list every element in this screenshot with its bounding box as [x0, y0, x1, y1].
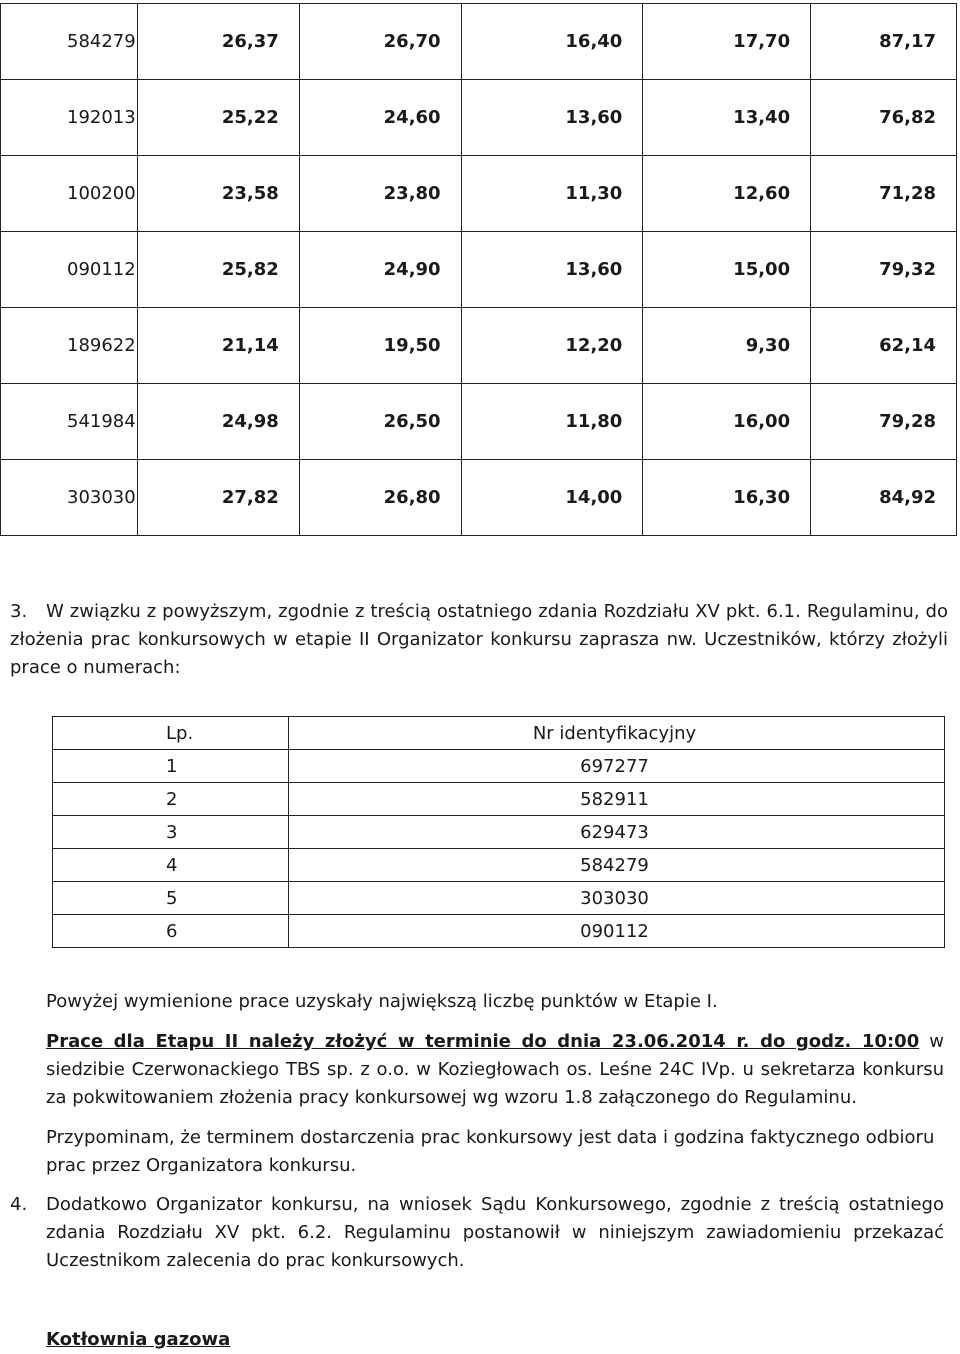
score-cell: 87,17 — [811, 4, 957, 80]
ids-header-lp: Lp. — [53, 717, 289, 750]
id-number-cell: 090112 — [289, 915, 945, 948]
score-cell: 16,00 — [643, 384, 811, 460]
lp-cell: 5 — [53, 882, 289, 915]
score-cell: 13,60 — [461, 232, 643, 308]
score-cell: 79,28 — [811, 384, 957, 460]
score-cell: 12,60 — [643, 156, 811, 232]
score-cell: 16,30 — [643, 460, 811, 536]
prace-rest-text: w siedzibie Czerwonackiego TBS sp. z o.o. w Koziegłowach os. Leśne 24C IVp. u sekretarza konkursu za pokwitowaniem złożenia pracy konkursowej wg wzoru 1.8 załączonego do Regulaminu. — [46, 1031, 944, 1108]
score-cell: 16,40 — [461, 4, 643, 80]
lp-cell: 1 — [53, 750, 289, 783]
lp-cell: 2 — [53, 783, 289, 816]
score-cell: 76,82 — [811, 80, 957, 156]
table-row — [1, 232, 957, 308]
kotlownia-heading: Kotłownia gazowa — [46, 1329, 231, 1350]
score-cell: 26,70 — [299, 4, 461, 80]
work-id-cell: 303030 — [1, 460, 138, 536]
score-cell: 71,28 — [811, 156, 957, 232]
score-cell: 13,40 — [643, 80, 811, 156]
lp-cell: 3 — [53, 816, 289, 849]
work-id-cell: 541984 — [1, 384, 138, 460]
score-cell: 79,32 — [811, 232, 957, 308]
section-3-text: W związku z powyższym, zgodnie z treścią ostatniego zdania Rozdziału XV pkt. 6.1. Regulaminu, do złożenia prac konkursowych w etapie II Organizator konkursu zaprasza nw. Uczestników, którzy złożyli prace o numerach: — [10, 601, 948, 678]
score-cell: 25,82 — [137, 232, 299, 308]
score-cell: 62,14 — [811, 308, 957, 384]
scores-table — [0, 3, 957, 536]
id-number-cell: 582911 — [289, 783, 945, 816]
section-4-number: 4. — [10, 1194, 28, 1215]
powyzej-paragraph: Powyżej wymienione prace uzyskały największą liczbę punktów w Etapie I. — [46, 991, 718, 1012]
table-row — [53, 783, 945, 816]
score-cell: 17,70 — [643, 4, 811, 80]
score-cell: 27,82 — [137, 460, 299, 536]
work-id-cell: 192013 — [1, 80, 138, 156]
table-row — [1, 308, 957, 384]
table-row — [1, 4, 957, 80]
ids-header-nr: Nr identyfikacyjny — [289, 717, 945, 750]
table-row — [1, 384, 957, 460]
ids-table — [52, 716, 945, 948]
score-cell: 25,22 — [137, 80, 299, 156]
table-row — [53, 882, 945, 915]
score-cell: 9,30 — [643, 308, 811, 384]
work-id-cell: 584279 — [1, 4, 138, 80]
ids-table-header — [53, 717, 945, 750]
score-cell: 19,50 — [299, 308, 461, 384]
score-cell: 26,80 — [299, 460, 461, 536]
deadline-text: Prace dla Etapu II należy złożyć w terminie do dnia 23.06.2014 r. do godz. 10:00 — [46, 1031, 920, 1052]
table-row — [53, 849, 945, 882]
score-cell: 21,14 — [137, 308, 299, 384]
score-cell: 24,90 — [299, 232, 461, 308]
score-cell: 24,60 — [299, 80, 461, 156]
score-cell: 84,92 — [811, 460, 957, 536]
lp-cell: 4 — [53, 849, 289, 882]
id-number-cell: 584279 — [289, 849, 945, 882]
section-4-paragraph — [10, 1191, 944, 1275]
table-row — [53, 816, 945, 849]
score-cell: 11,30 — [461, 156, 643, 232]
table-row — [53, 915, 945, 948]
table-row — [1, 156, 957, 232]
score-cell: 23,80 — [299, 156, 461, 232]
table-row — [53, 750, 945, 783]
table-row — [1, 80, 957, 156]
przypominam-paragraph: Przypominam, że terminem dostarczenia prac konkursowy jest data i godzina faktycznego odbioru prac przez Organizatora konkursu. — [46, 1127, 935, 1176]
lp-cell: 6 — [53, 915, 289, 948]
work-id-cell: 090112 — [1, 232, 138, 308]
id-number-cell: 303030 — [289, 882, 945, 915]
score-cell: 13,60 — [461, 80, 643, 156]
work-id-cell: 100200 — [1, 156, 138, 232]
score-cell: 11,80 — [461, 384, 643, 460]
table-row — [1, 460, 957, 536]
score-cell: 26,50 — [299, 384, 461, 460]
score-cell: 15,00 — [643, 232, 811, 308]
id-number-cell: 629473 — [289, 816, 945, 849]
section-3-number: 3. — [10, 601, 28, 622]
score-cell: 24,98 — [137, 384, 299, 460]
section-4-text: Dodatkowo Organizator konkursu, na wniosek Sądu Konkursowego, zgodnie z treścią ostatniego zdania Rozdziału XV pkt. 6.2. Regulaminu postanowił w niniejszym zawiadomieniu przekazać Uczestnikom zalecenia do prac konkursowych. — [46, 1194, 944, 1271]
id-number-cell: 697277 — [289, 750, 945, 783]
score-cell: 23,58 — [137, 156, 299, 232]
score-cell: 12,20 — [461, 308, 643, 384]
section-3-paragraph — [10, 598, 948, 682]
score-cell: 14,00 — [461, 460, 643, 536]
work-id-cell: 189622 — [1, 308, 138, 384]
score-cell: 26,37 — [137, 4, 299, 80]
prace-paragraph — [46, 1028, 944, 1112]
